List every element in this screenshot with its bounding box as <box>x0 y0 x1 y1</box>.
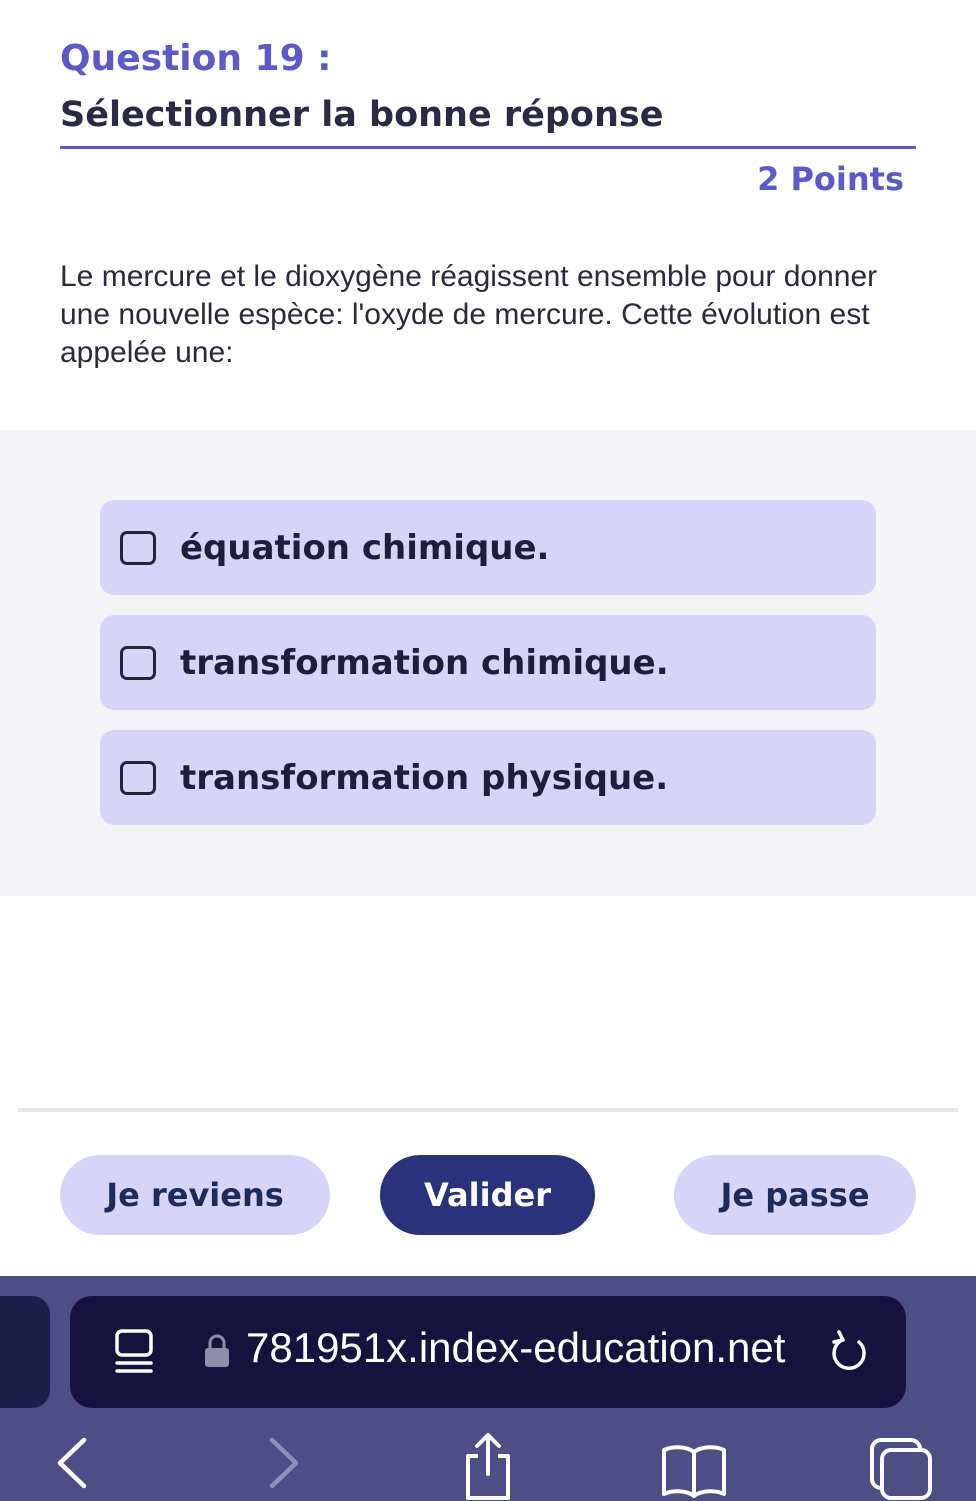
skip-button[interactable]: Je passe <box>674 1155 916 1235</box>
answer-option[interactable] <box>100 615 876 710</box>
tabs-icon[interactable] <box>868 1436 934 1501</box>
previous-tab-edge[interactable] <box>0 1296 50 1408</box>
url-text[interactable]: 781951x.index-education.net <box>246 1324 786 1371</box>
question-number: Question 19 : <box>60 38 332 79</box>
share-icon[interactable] <box>460 1432 516 1501</box>
forward-icon[interactable] <box>262 1436 306 1490</box>
back-icon[interactable] <box>50 1436 94 1490</box>
reload-icon[interactable] <box>830 1328 874 1376</box>
question-instruction: Sélectionner la bonne réponse <box>60 95 664 135</box>
answer-option[interactable] <box>100 500 876 595</box>
footer-divider <box>18 1108 958 1112</box>
checkbox[interactable] <box>120 646 156 680</box>
answer-option[interactable] <box>100 730 876 825</box>
reader-icon[interactable] <box>114 1328 154 1374</box>
checkbox[interactable] <box>120 761 156 795</box>
answer-area <box>0 430 976 896</box>
address-bar[interactable] <box>70 1296 906 1408</box>
bookmarks-icon[interactable] <box>660 1442 728 1498</box>
back-button[interactable]: Je reviens <box>60 1155 330 1235</box>
checkbox[interactable] <box>120 531 156 565</box>
points-label: 2 Points <box>757 160 904 198</box>
browser-bar <box>0 1276 976 1501</box>
header-divider <box>60 146 916 149</box>
answer-option-label: transformation chimique. <box>180 642 669 683</box>
answer-option-label: équation chimique. <box>180 527 550 568</box>
validate-button[interactable]: Valider <box>380 1155 595 1235</box>
question-header <box>60 38 916 135</box>
question-prompt: Le mercure et le dioxygène réagissent ensemble pour donner une nouvelle espèce: l'oxyde de mercure. Cette évolution est appelée une: <box>60 260 878 369</box>
answer-option-label: transformation physique. <box>180 757 669 798</box>
lock-icon <box>204 1334 230 1368</box>
